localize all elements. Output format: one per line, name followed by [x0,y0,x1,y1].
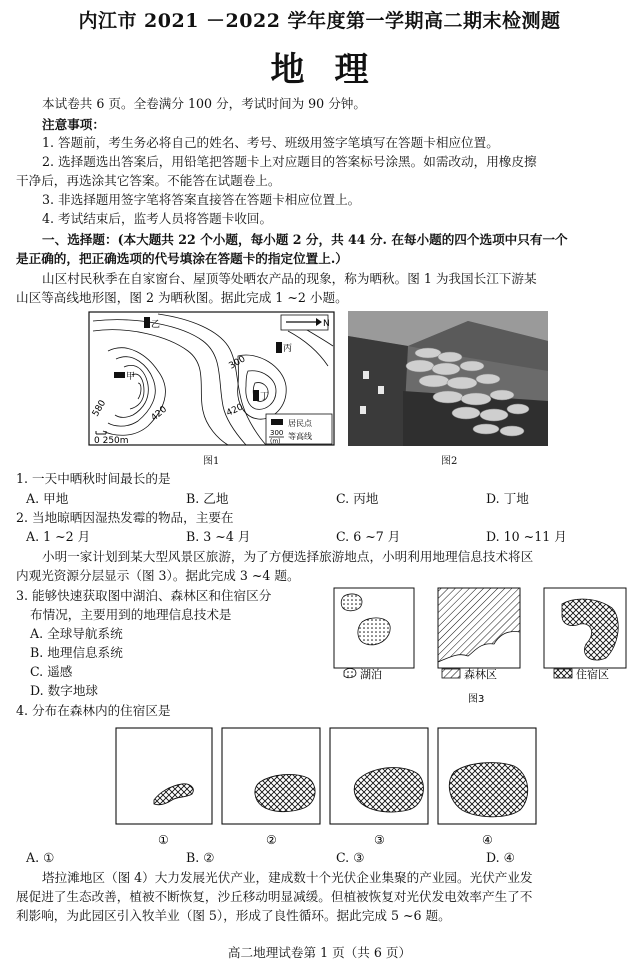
subject-title: 地理 [270,50,399,90]
q4-option-b: B. ② [186,850,215,865]
q3-option-b: B. 地理信息系统 [30,645,123,660]
passage2-line2: 内观光资源分层显示（图 3）。据此完成 3 ~4 题。 [16,568,300,583]
q3-option-c: C. 遥感 [30,664,73,679]
legend-unit: (m) [270,438,281,445]
legend-contour-value: 300 [270,429,284,437]
svg-text:甲: 甲 [126,372,136,382]
q2-option-d: D. 10 ~11 月 [486,529,567,544]
note-item-2: 2. 选择题选出答案后，用铅笔把答题卡上对应题目的答案标号涂黑。如需改动，用橡皮擦 [42,154,537,169]
svg-text:丁: 丁 [260,392,270,402]
q3-stem-line1: 3. 能够快速获取图中湖泊、森林区和住宿区分 [16,588,272,603]
note-item-4: 4. 考试结束后，监考人员将答题卡收回。 [42,211,273,226]
legend-lodging: 住宿区 [576,668,609,681]
passage3-line2: 展促进了生态改善，植被不断恢复，沙丘移动明显减缓。但植被恢复对光伏发电效率产生了不 [16,889,533,904]
figure2-caption: 图2 [441,456,458,467]
exam-title: 内江市 2021 －2022 学年度第一学期高二期末检测题 [78,10,561,32]
figure3-layers [330,586,630,706]
q1-stem: 1. 一天中晒秋时间最长的是 [16,471,171,486]
svg-text:丙: 丙 [283,344,293,354]
page-footer: 高二地理试卷第 1 页（共 6 页） [227,945,412,960]
svg-text:420: 420 [149,404,170,424]
passage2-line1: 小明一家计划到某大型风景区旅游，为了方便选择旅游地点，小明利用地理信息技术将区 [42,549,534,564]
figure1-contour-map [88,311,335,446]
passage1-line2: 山区等高线地形图，图 2 为晒秋图。据此完成 1 ~2 小题。 [16,290,348,305]
legend-contour: 等高线 [288,432,312,441]
figure4-choices [112,726,542,848]
q1-option-c: C. 丙地 [336,491,379,506]
section-heading-line2: 是正确的，把正确选项的代号填涂在答题卡的指定位置上.） [16,251,348,266]
q4-stem: 4. 分布在森林内的住宿区是 [16,703,171,718]
q2-stem: 2. 当地晾晒因湿热发霉的物品，主要在 [16,510,234,525]
svg-text:580: 580 [90,398,109,419]
q4-option-a: A. ① [26,850,55,865]
notes-heading: 注意事项： [42,117,105,132]
q4-option-d: D. ④ [486,850,515,865]
choice-label-3: ③ [374,833,385,847]
q2-option-b: B. 3 ~4 月 [186,529,251,544]
choice-label-2: ② [266,833,277,847]
q2-option-c: C. 6 ~7 月 [336,529,401,544]
passage3-line1: 塔拉滩地区（图 4）大力发展光伏产业，建成数十个光伏企业集聚的产业园。光伏产业发 [42,870,533,885]
q1-option-b: B. 乙地 [186,491,229,506]
legend-settlement: 居民点 [288,419,312,428]
legend-lake: 湖泊 [360,668,382,681]
note-item-3: 3. 非选择题用签字笔将答案直接答在答题卡相应位置上。 [42,192,361,207]
legend-forest: 森林区 [464,668,497,681]
figure1-caption: 图1 [203,456,220,467]
figure2-photo [348,311,548,446]
q3-stem-line2: 布情况，主要用到的地理信息技术是 [30,607,232,622]
q1-option-d: D. 丁地 [486,491,529,506]
q2-option-a: A. 1 ~2 月 [26,529,91,544]
svg-text:420: 420 [225,402,245,419]
intro-text: 本试卷共 6 页。全卷满分 100 分，考试时间为 90 分钟。 [42,96,366,111]
section-heading-line1: 一、选择题：(本大题共 22 个小题，每小题 2 分，共 44 分. 在每小题的四个选项中只有一个 [42,232,568,247]
q3-option-a: A. 全球导航系统 [30,626,123,641]
note-item-1: 1. 答题前，考生务必将自己的姓名、考号、班级用签字笔填写在答题卡相应位置。 [42,135,499,150]
choice-label-1: ① [158,833,169,847]
passage3-line3: 利影响，为此园区引入牧羊业（图 5），形成了良性循环。据此完成 5 ~6 题。 [16,908,451,923]
svg-text:300: 300 [227,354,248,372]
north-label: N [323,319,330,329]
choice-label-4: ④ [482,833,493,847]
q4-option-c: C. ③ [336,850,365,865]
q1-option-a: A. 甲地 [26,491,69,506]
q3-option-d: D. 数字地球 [30,683,99,698]
svg-text:乙: 乙 [151,320,161,330]
passage1-line1: 山区村民秋季在自家窗台、屋顶等处晒农产品的现象，称为晒秋。图 1 为我国长江下游某 [42,271,537,286]
note-item-2-cont: 干净后，再选涂其它答案。不能答在试题卷上。 [16,173,281,188]
scale-label: 0 250m [94,436,129,446]
figure3-caption: 图3 [468,694,485,705]
